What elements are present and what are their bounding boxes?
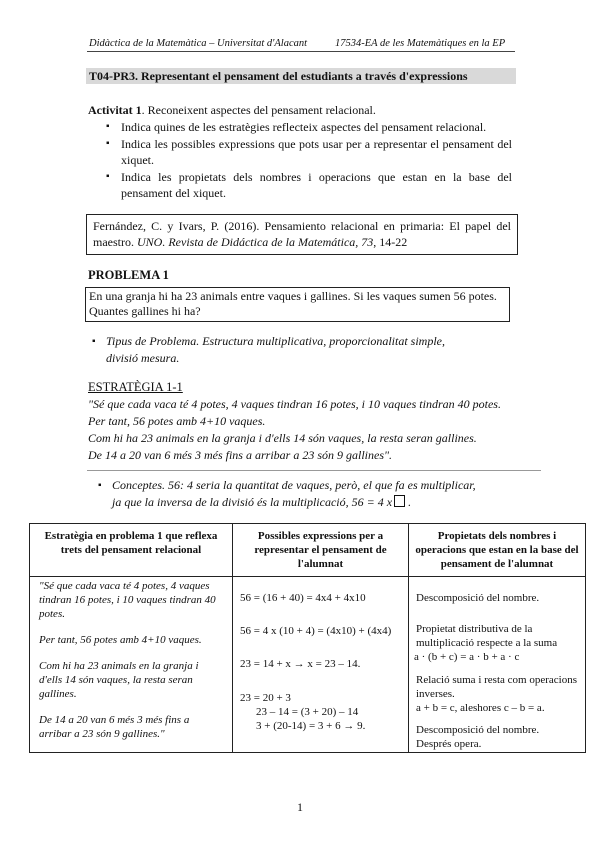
strategy-cell-line: De 14 a 20 van 6 més 3 més fins a arribar a 23 són 9 gallines." (39, 714, 190, 740)
strategy-cell-line: Com hi ha 23 animals en la granja i d'ells 14 són vaques, la resta seran gallines. (39, 660, 199, 700)
property: Descomposició del nombre. (416, 592, 540, 604)
section-divider (87, 470, 541, 471)
problem-type (92, 333, 445, 367)
reference-pages: , 14-22 (373, 235, 408, 249)
expression: 23 = 20 + 3 (240, 692, 291, 704)
bullet-icon: ▪ (98, 480, 102, 491)
table-cell-expressions (233, 577, 409, 753)
property: a · (b + c) = a · b + a · c (414, 651, 520, 663)
strategy-cell-line: "Sé que cada vaca té 4 potes, 4 vaques tindran 16 potes, i 10 vaques tindran 40 potes. (39, 580, 216, 620)
problem-statement: En una granja hi ha 23 animals entre vaques i gallines. Si les vaques sumen 56 potes. Quantes gallines hi ha? (85, 287, 510, 322)
table-header: Estratègia en problema 1 que reflexa trets del pensament relacional (30, 524, 233, 577)
strategy-cell-line: Per tant, 56 potes amb 4+10 vaques. (39, 634, 202, 646)
expression: 56 = 4 x (10 + 4) = (4x10) + (4x4) (240, 625, 392, 637)
reference-authors: Fernández, C. y Ivars, P. (2016). Pensamiento relacional en primaria: El papel del maestro. (93, 219, 511, 249)
expression: 23 – 14 = (3 + 20) – 14 (256, 706, 359, 718)
table-row (30, 577, 586, 753)
problem-heading: PROBLEMA 1 (88, 268, 169, 282)
reference-journal: UNO. Revista de Didáctica de la Matemática, 73 (137, 235, 374, 249)
problem-type-line: divisió mesura. (106, 351, 180, 365)
reference-box (86, 214, 518, 255)
property: Després opera. (416, 738, 482, 750)
page-number: 1 (297, 800, 303, 814)
table-cell-strategy (30, 577, 233, 753)
property: Relació suma i resta com operacions inverses. (416, 674, 577, 700)
concepts-line: ja que la inversa de la divisió és la multiplicació, 56 = 4 x (112, 495, 393, 509)
concepts: ▪ Conceptes. 56: 4 seria la quantitat de vaques, però, el que fa es multiplicar, ja que la inversa de la divisió és la multiplicació, 56 = 4 x . (98, 478, 476, 509)
strategy-line: "Sé que cada vaca té 4 potes, 4 vaques tindran 16 potes, i 10 vaques tindran 40 potes. (88, 397, 501, 411)
strategy-line: Com hi ha 23 animals en la granja i d'ells 14 són vaques, la resta seran gallines. (88, 431, 477, 445)
table-header: Propietats dels nombres i operacions que estan en la base del pensament de l'alumnat (409, 524, 586, 577)
analysis-table (29, 523, 586, 753)
expression: 23 = 14 + x → x = 23 – 14. (240, 658, 361, 670)
activity-heading (88, 103, 376, 118)
table-header-row (30, 524, 586, 577)
property: a + b = c, aleshores c – b = a. (416, 702, 545, 714)
activity-label: Activitat 1 (88, 103, 142, 117)
empty-box-icon (394, 495, 405, 507)
page-title: T04-PR3. Representant el pensament del estudiants a través d'expressions (89, 69, 468, 83)
property: Propietat distributiva de la multiplicació respecte a la suma (416, 623, 558, 649)
concepts-line: Conceptes. 56: 4 seria la quantitat de vaques, però, el que fa es multiplicar, (112, 478, 476, 492)
table-header: Possibles expressions per a representar el pensament de l'alumnat (233, 524, 409, 577)
header-right: 17534-EA de les Matemàtiques en la EP (335, 38, 506, 49)
strategy-text (88, 396, 518, 464)
header-divider (87, 51, 515, 52)
list-item: ▪ Indica quines de les estratègies reflecteix aspectes del pensament relacional. (99, 119, 512, 135)
strategy-line: De 14 a 20 van 6 més 3 més fins a arribar a 23 són 9 gallines". (88, 448, 393, 462)
activity-bullets (99, 119, 512, 202)
strategy-heading: ESTRATÈGIA 1-1 (88, 380, 183, 394)
strategy-line: Per tant, 56 potes amb 4+10 vaques. (88, 414, 266, 428)
expression: 56 = (16 + 40) = 4x4 + 4x10 (240, 592, 366, 604)
list-item: ▪ Indica les possibles expressions que pots usar per a representar el pensament del xiquet. (99, 136, 512, 168)
problem-type-line: Tipus de Problema. Estructura multiplicativa, proporcionalitat simple, (106, 334, 445, 348)
table-cell-properties (409, 577, 586, 753)
list-item: ▪ Indica les propietats dels nombres i operacions que estan en la base del pensament del xiquet. (99, 169, 512, 201)
expression: 3 + (20-14) = 3 + 6 → 9. (256, 720, 366, 732)
activity-text: . Reconeixent aspectes del pensament relacional. (141, 103, 376, 117)
header-left: Didàctica de la Matemàtica – Universitat d'Alacant (89, 38, 308, 49)
property: Descomposició del nombre. (416, 724, 540, 736)
bullet-icon: ▪ (92, 336, 96, 347)
